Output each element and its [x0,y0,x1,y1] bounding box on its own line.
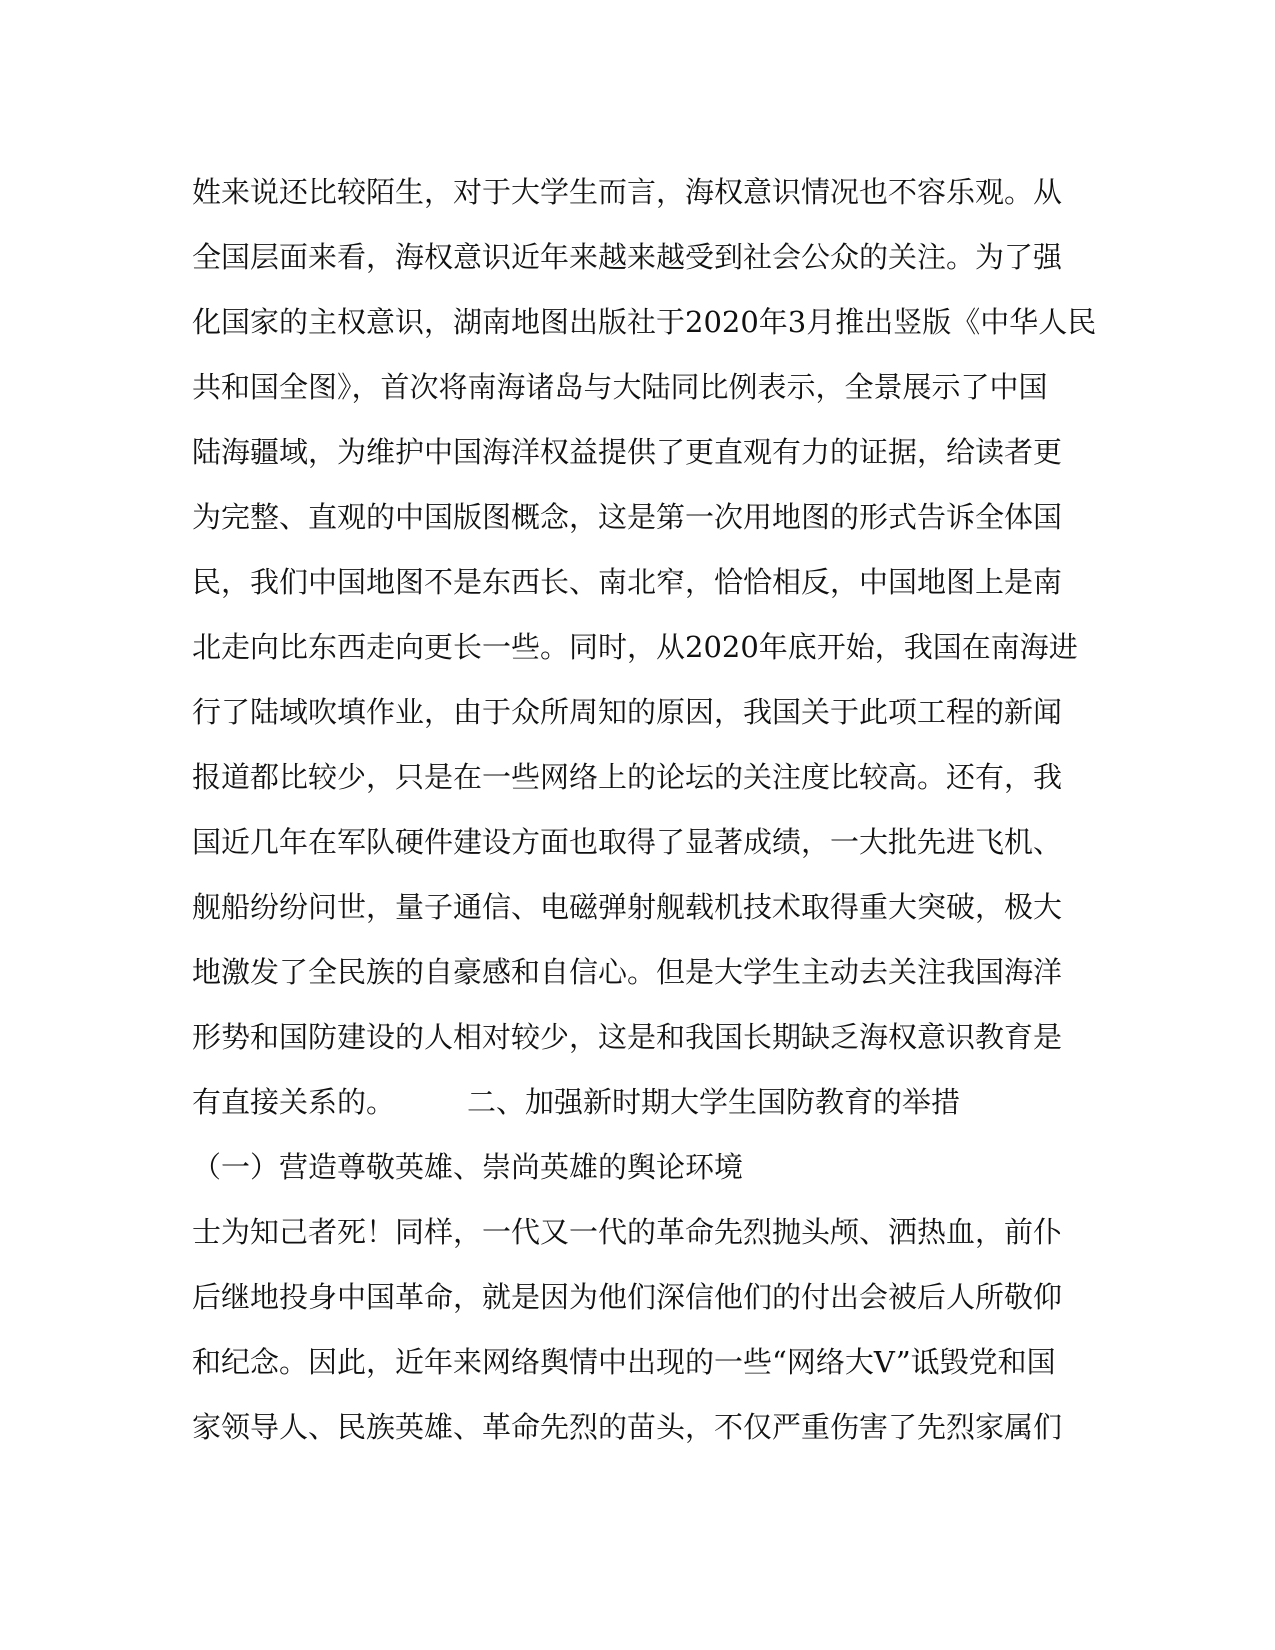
paragraph-end-text: 有直接关系的。 [192,1085,396,1119]
text-line: 和纪念。因此，近年来网络舆情中出现的一些“网络大V”诋毁党和国 [192,1345,1056,1379]
text-line: 舰船纷纷问世，量子通信、电磁弹射舰载机技术取得重大突破，极大 [192,890,1063,924]
text-line: 形势和国防建设的人相对较少，这是和我国长期缺乏海权意识教育是 [192,1020,1063,1054]
subsection-heading: （一）营造尊敬英雄、崇尚英雄的舆论环境 [192,1150,744,1184]
section-heading: 二、加强新时期大学生国防教育的举措 [467,1085,961,1119]
text-line-with-heading [192,1070,1092,1135]
text-line: 为完整、直观的中国版图概念，这是第一次用地图的形式告诉全体国 [192,500,1063,534]
text-line: 行了陆域吹填作业，由于众所周知的原因，我国关于此项工程的新闻 [192,695,1063,729]
text-line: 姓来说还比较陌生，对于大学生而言，海权意识情况也不容乐观。从 [192,175,1063,209]
body-text [192,160,1097,1460]
text-line: 民，我们中国地图不是东西长、南北窄，恰恰相反，中国地图上是南 [192,565,1063,599]
text-line: 国近几年在军队硬件建设方面也取得了显著成绩，一大批先进飞机、 [192,825,1063,859]
text-line: 陆海疆域，为维护中国海洋权益提供了更直观有力的证据，给读者更 [192,435,1063,469]
text-line: 后继地投身中国革命，就是因为他们深信他们的付出会被后人所敬仰 [192,1280,1063,1314]
text-line: 全国层面来看，海权意识近年来越来越受到社会公众的关注。为了强 [192,240,1063,274]
text-line: 化国家的主权意识，湖南地图出版社于2020年3月推出竖版《中华人民 [192,305,1097,339]
text-line: 共和国全图》，首次将南海诸岛与大陆同比例表示，全景展示了中国 [192,370,1048,404]
text-line: 地激发了全民族的自豪感和自信心。但是大学生主动去关注我国海洋 [192,955,1063,989]
text-line: 士为知己者死！同样，一代又一代的革命先烈抛头颅、洒热血，前仆 [192,1215,1063,1249]
text-line: 北走向比东西走向更长一些。同时，从2020年底开始，我国在南海进 [192,630,1078,664]
text-line: 报道都比较少，只是在一些网络上的论坛的关注度比较高。还有，我 [192,760,1063,794]
text-line: 家领导人、民族英雄、革命先烈的苗头，不仅严重伤害了先烈家属们 [192,1410,1063,1444]
